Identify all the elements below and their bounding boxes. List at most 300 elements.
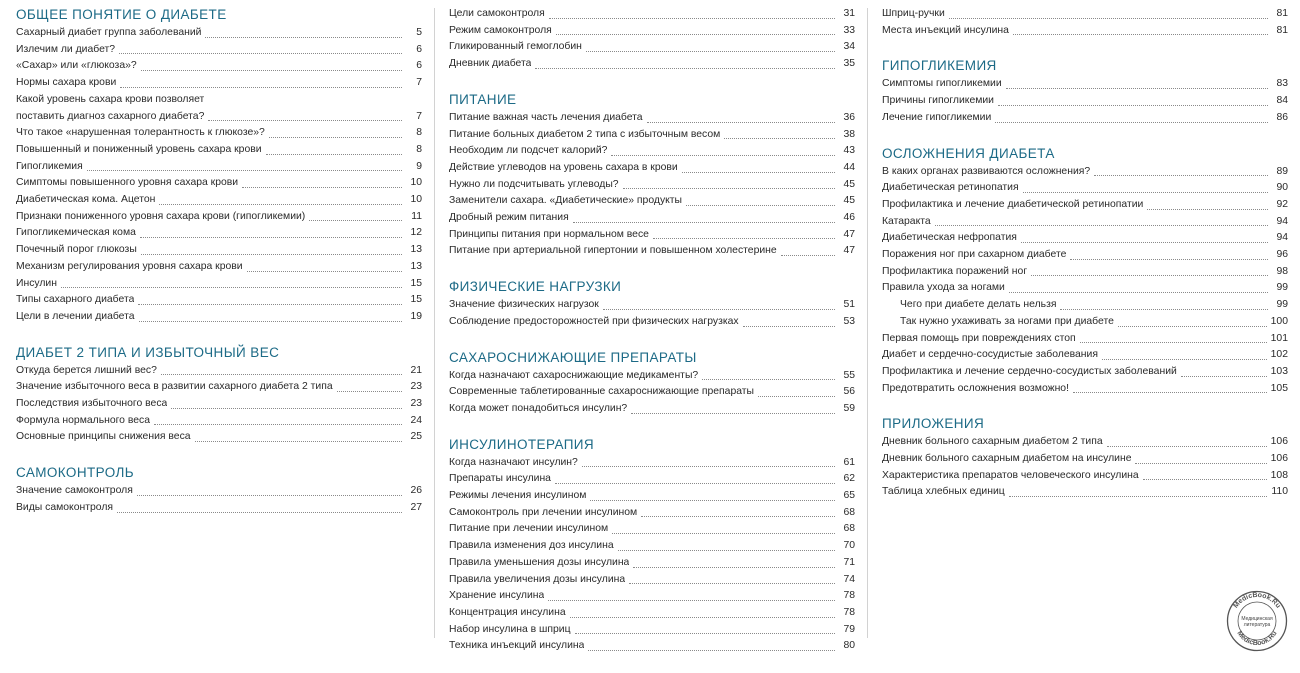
entry-title: Нужно ли подсчитывать углеводы?	[449, 178, 619, 190]
toc-entry[interactable]	[449, 538, 855, 555]
entry-title: Значение избыточного веса в развитии сахарного диабета 2 типа	[16, 381, 333, 393]
toc-entry[interactable]	[882, 280, 1288, 297]
page-number: 90	[1276, 182, 1288, 194]
toc-column-1	[16, 6, 422, 535]
entry-title: Какой уровень сахара крови позволяет	[16, 93, 205, 105]
dot-leader	[575, 632, 835, 634]
dot-leader	[586, 50, 835, 52]
entry-title: Действие углеводов на уровень сахара в крови	[449, 161, 678, 173]
page-number: 51	[843, 299, 855, 311]
dot-leader	[556, 33, 835, 35]
dot-leader	[1021, 241, 1268, 243]
dot-leader	[309, 219, 402, 221]
column-divider	[434, 8, 435, 638]
toc-column-3	[882, 6, 1288, 519]
entry-title: Когда может понадобиться инсулин?	[449, 402, 628, 414]
dot-leader	[1060, 308, 1268, 310]
section-title: ФИЗИЧЕСКИЕ НАГРУЗКИ	[449, 279, 622, 295]
toc-entry[interactable]	[882, 6, 1288, 23]
entry-title: Повышенный и пониженный уровень сахара крови	[16, 143, 262, 155]
page-number: 15	[410, 277, 422, 289]
toc-entry[interactable]	[16, 500, 422, 517]
toc-section	[882, 415, 1288, 501]
toc-entry[interactable]	[882, 484, 1288, 501]
entry-title: Сахарный диабет группа заболеваний	[16, 27, 202, 38]
page-number: 103	[1270, 365, 1288, 377]
toc-entry[interactable]	[16, 75, 422, 92]
page-number: 80	[843, 640, 855, 652]
toc-section	[16, 344, 422, 447]
page-number: 45	[843, 195, 855, 207]
dot-leader	[935, 224, 1268, 226]
toc-entry[interactable]	[449, 622, 855, 639]
page-number: 10	[410, 194, 422, 206]
toc-entry[interactable]	[16, 159, 422, 176]
dot-leader	[1135, 462, 1266, 464]
page-number: 55	[843, 369, 855, 381]
dot-leader	[266, 153, 402, 155]
dot-leader	[998, 104, 1268, 106]
toc-entry[interactable]	[882, 247, 1288, 264]
toc-section	[16, 464, 422, 516]
toc-section	[16, 6, 422, 326]
toc-entry[interactable]	[882, 297, 1288, 314]
dot-leader	[612, 532, 835, 534]
page-number: 21	[410, 364, 422, 376]
page-number: 101	[1270, 332, 1288, 344]
page-number: 59	[843, 402, 855, 414]
dot-leader	[603, 308, 835, 310]
toc-entry[interactable]	[16, 396, 422, 413]
page-number: 11	[411, 210, 422, 222]
toc-entry[interactable]	[882, 164, 1288, 181]
section-title: ПИТАНИЕ	[449, 91, 517, 107]
page-number: 27	[410, 501, 422, 513]
entry-title: Диабетическая ретинопатия	[882, 182, 1019, 194]
page-number: 26	[410, 485, 422, 497]
toc-entry[interactable]	[449, 455, 855, 472]
toc-entry[interactable]	[16, 259, 422, 276]
entry-title: Питание больных диабетом 2 типа с избыточным весом	[449, 128, 721, 140]
page-number: 71	[843, 556, 855, 568]
stamp-center-line-1: Медицинская	[1241, 616, 1273, 622]
page-number: 84	[1276, 95, 1288, 107]
entry-title: Препараты инсулина	[449, 473, 551, 485]
dot-leader	[633, 566, 835, 568]
page-number: 108	[1270, 469, 1288, 481]
entry-title: Лечение гипогликемии	[882, 111, 992, 123]
page-number: 8	[416, 127, 422, 139]
toc-entry[interactable]	[449, 210, 855, 227]
toc-entry[interactable]	[16, 429, 422, 446]
dot-leader	[588, 649, 835, 651]
toc-entry[interactable]	[16, 225, 422, 242]
page-number: 106	[1270, 453, 1288, 465]
toc-entry[interactable]	[449, 638, 855, 655]
dot-leader	[1147, 208, 1268, 210]
entry-title: Цели самоконтроля	[449, 8, 545, 19]
dot-leader	[61, 286, 402, 288]
toc-entry[interactable]	[16, 276, 422, 293]
toc-entry[interactable]	[449, 521, 855, 538]
entry-title: Таблица хлебных единиц	[882, 486, 1005, 498]
dot-leader	[117, 511, 402, 513]
entry-title: Откуда берется лишний вес?	[16, 364, 157, 376]
entry-title: Гипогликемия	[16, 160, 83, 172]
page-number: 78	[843, 606, 855, 618]
toc-section	[449, 278, 855, 330]
toc-entry[interactable]	[882, 434, 1288, 451]
page-number: 5	[416, 27, 422, 38]
toc-entry[interactable]	[882, 314, 1288, 331]
toc-entry[interactable]	[882, 230, 1288, 247]
entry-title: Когда назначают инсулин?	[449, 456, 578, 468]
stamp-ring-text-top: MedicBook.Ru	[1232, 591, 1282, 610]
dot-leader	[208, 119, 402, 121]
dot-leader	[137, 494, 402, 496]
dot-leader	[1181, 375, 1267, 377]
toc-section	[449, 6, 855, 73]
entry-title: Что такое «нарушенная толерантность к глюкозе»?	[16, 127, 265, 139]
section-title: ДИАБЕТ 2 ТИПА И ИЗБЫТОЧНЫЙ ВЕС	[16, 344, 280, 360]
dot-leader	[631, 412, 835, 414]
toc-entry[interactable]	[16, 483, 422, 500]
dot-leader	[1080, 341, 1267, 343]
page-number: 47	[843, 228, 855, 240]
dot-leader	[159, 203, 402, 205]
dot-leader	[641, 515, 835, 517]
page-number: 81	[1276, 24, 1288, 36]
page-number: 105	[1270, 382, 1288, 394]
dot-leader	[205, 36, 402, 38]
page-number: 47	[843, 245, 855, 257]
toc-entry[interactable]	[449, 56, 855, 73]
toc-entry[interactable]	[882, 347, 1288, 364]
toc-entry[interactable]	[16, 109, 422, 126]
entry-title: Дробный режим питания	[449, 212, 569, 224]
dot-leader	[949, 17, 1268, 19]
page-number: 24	[410, 414, 422, 426]
entry-title: Первая помощь при повреждениях стоп	[882, 332, 1076, 344]
entry-title: Чего при диабете делать нельзя	[900, 299, 1057, 311]
dot-leader	[781, 254, 835, 256]
dot-leader	[758, 395, 835, 397]
entry-title: Правила ухода за ногами	[882, 282, 1005, 294]
entry-title: Самоконтроль при лечении инсулином	[449, 506, 638, 518]
toc-entry[interactable]	[449, 505, 855, 522]
toc-entry[interactable]	[882, 93, 1288, 110]
toc-entry[interactable]	[16, 379, 422, 396]
toc-entry[interactable]	[449, 127, 855, 144]
dot-leader	[171, 407, 402, 409]
entry-title: Диабет и сердечно-сосудистые заболевания	[882, 349, 1098, 361]
dot-leader	[119, 52, 402, 54]
entry-title: Питание важная часть лечения диабета	[449, 111, 643, 123]
toc-entry[interactable]	[449, 177, 855, 194]
entry-title: В каких органах развиваются осложнения?	[882, 165, 1091, 177]
dot-leader	[1009, 495, 1268, 497]
dot-leader	[120, 86, 402, 88]
page-number: 7	[416, 77, 422, 89]
entry-title: Нормы сахара крови	[16, 77, 117, 89]
entry-title: Профилактика и лечение сердечно-сосудистых заболеваний	[882, 365, 1177, 377]
entry-title: Соблюдение предосторожностей при физических нагрузках	[449, 315, 739, 327]
toc-section	[449, 436, 855, 655]
dot-leader	[549, 17, 835, 19]
dot-leader	[702, 378, 835, 380]
column-divider	[867, 8, 868, 638]
page-number: 19	[410, 310, 422, 322]
page-number: 68	[843, 523, 855, 535]
page-number: 31	[843, 8, 855, 19]
entry-title: Почечный порог глюкозы	[16, 244, 137, 256]
toc-entry[interactable]	[449, 401, 855, 418]
entry-title: Дневник больного сахарным диабетом на инсулине	[882, 453, 1132, 465]
toc-section	[882, 145, 1288, 398]
toc-entry[interactable]	[449, 488, 855, 505]
dot-leader	[195, 440, 402, 442]
page-number: 43	[843, 145, 855, 157]
dot-leader	[1107, 445, 1267, 447]
toc-column-2	[449, 6, 855, 673]
entry-title: Питание при лечении инсулином	[449, 523, 609, 535]
toc-entry[interactable]	[882, 264, 1288, 281]
toc-entry[interactable]	[882, 381, 1288, 398]
entry-title: «Сахар» или «глюкоза»?	[16, 60, 137, 72]
toc-entry[interactable]	[16, 58, 422, 75]
dot-leader	[1094, 174, 1268, 176]
toc-entry[interactable]	[449, 384, 855, 401]
dot-leader	[682, 171, 835, 173]
dot-leader	[1070, 258, 1268, 260]
entry-title: Так нужно ухаживать за ногами при диабете	[900, 315, 1114, 327]
toc-section	[449, 349, 855, 418]
page-number: 68	[843, 506, 855, 518]
dot-leader	[1143, 478, 1267, 480]
page-number: 46	[843, 212, 855, 224]
toc-entry[interactable]	[882, 451, 1288, 468]
section-title: ИНСУЛИНОТЕРАПИЯ	[449, 436, 595, 452]
dot-leader	[724, 137, 835, 139]
stamp-center-line-2: литература	[1243, 622, 1271, 628]
toc-entry[interactable]	[449, 588, 855, 605]
toc-entry[interactable]	[16, 292, 422, 309]
page-number: 13	[410, 260, 422, 272]
dot-leader	[1009, 291, 1268, 293]
toc-entry[interactable]	[882, 214, 1288, 231]
toc-section	[882, 6, 1288, 39]
page-number: 45	[843, 178, 855, 190]
toc-entry[interactable]	[449, 243, 855, 260]
entry-title: Типы сахарного диабета	[16, 294, 135, 306]
toc-entry[interactable]	[449, 314, 855, 331]
entry-title: Необходим ли подсчет калорий?	[449, 145, 608, 157]
page-number: 102	[1270, 349, 1288, 361]
page-number: 110	[1271, 486, 1288, 498]
toc-entry[interactable]	[449, 160, 855, 177]
toc-entry[interactable]	[882, 468, 1288, 485]
dot-leader	[269, 136, 402, 138]
toc-entry[interactable]	[882, 197, 1288, 214]
page-number: 6	[416, 60, 422, 72]
section-title: ПРИЛОЖЕНИЯ	[882, 416, 985, 432]
entry-title: Поражения ног при сахарном диабете	[882, 249, 1067, 261]
entry-title: Заменители сахара. «Диабетические» продукты	[449, 195, 683, 207]
page-number: 65	[843, 490, 855, 502]
dot-leader	[87, 169, 402, 171]
entry-title: Инсулин	[16, 277, 57, 289]
toc-entry[interactable]	[449, 572, 855, 589]
dot-leader	[629, 582, 835, 584]
page-number: 15	[410, 294, 422, 306]
entry-title: Профилактика и лечение диабетической ретинопатии	[882, 198, 1144, 210]
toc-entry[interactable]	[16, 309, 422, 326]
toc-entry[interactable]	[449, 368, 855, 385]
entry-title: Излечим ли диабет?	[16, 43, 116, 55]
page-number: 74	[843, 573, 855, 585]
dot-leader	[743, 325, 835, 327]
toc-entry[interactable]	[449, 605, 855, 622]
entry-title: Когда назначают сахароснижающие медикаменты?	[449, 369, 699, 381]
section-title: САМОКОНТРОЛЬ	[16, 465, 134, 481]
toc-entry[interactable]	[16, 42, 422, 59]
page-number: 23	[410, 398, 422, 410]
entry-title: Виды самоконтроля	[16, 501, 114, 513]
entry-title: Принципы питания при нормальном весе	[449, 228, 649, 240]
toc-entry[interactable]	[449, 471, 855, 488]
entry-title: Значение самоконтроля	[16, 485, 133, 497]
page-number: 44	[843, 161, 855, 173]
dot-leader	[1102, 358, 1267, 360]
page-number: 8	[416, 143, 422, 155]
page-number: 92	[1276, 198, 1288, 210]
page-number: 34	[843, 41, 855, 53]
page-number: 23	[410, 381, 422, 393]
page-number: 98	[1276, 265, 1288, 277]
toc-entry[interactable]	[16, 125, 422, 142]
entry-title: Профилактика поражений ног	[882, 265, 1028, 277]
page-number: 25	[410, 431, 422, 443]
page-number: 70	[843, 540, 855, 552]
dot-leader	[653, 237, 835, 239]
entry-title: Формула нормального веса	[16, 414, 151, 426]
page-number: 94	[1276, 232, 1288, 244]
entry-title: Правила увеличения дозы инсулина	[449, 573, 626, 585]
toc-entry[interactable]	[16, 209, 422, 226]
page-number: 35	[843, 58, 855, 70]
dot-leader	[1013, 33, 1268, 35]
dot-leader	[1023, 191, 1268, 193]
section-title: ГИПОГЛИКЕМИЯ	[882, 58, 997, 74]
dot-leader	[141, 69, 402, 71]
page-number: 36	[843, 111, 855, 123]
entry-title: Последствия избыточного веса	[16, 398, 168, 410]
entry-title: Техника инъекций инсулина	[449, 640, 585, 652]
page-number: 99	[1276, 299, 1288, 311]
dot-leader	[161, 373, 402, 375]
entry-title: Правила изменения доз инсулина	[449, 540, 614, 552]
dot-leader	[618, 549, 835, 551]
entry-title: Режимы лечения инсулином	[449, 490, 587, 502]
dot-leader	[995, 121, 1268, 123]
dot-leader	[242, 186, 402, 188]
page-number: 38	[843, 128, 855, 140]
toc-section	[449, 91, 855, 260]
entry-title: Хранение инсулина	[449, 590, 545, 602]
toc-entry[interactable]	[449, 6, 855, 23]
dot-leader	[623, 187, 835, 189]
toc-entry[interactable]	[16, 142, 422, 159]
toc-entry[interactable]	[449, 23, 855, 40]
toc-entry[interactable]	[16, 363, 422, 380]
toc-entry[interactable]	[16, 413, 422, 430]
page-number: 62	[843, 473, 855, 485]
toc-entry[interactable]	[16, 192, 422, 209]
dot-leader	[590, 499, 835, 501]
dot-leader	[141, 253, 402, 255]
toc-entry[interactable]	[16, 25, 422, 42]
page-number: 9	[416, 160, 422, 172]
entry-title: Режим самоконтроля	[449, 24, 552, 36]
toc-entry[interactable]	[882, 23, 1288, 40]
entry-title: Симптомы повышенного уровня сахара крови	[16, 177, 239, 189]
toc-entry[interactable]	[882, 364, 1288, 381]
page-number: 86	[1276, 111, 1288, 123]
toc-entry[interactable]	[882, 76, 1288, 93]
page-number: 94	[1276, 215, 1288, 227]
page-number: 33	[843, 24, 855, 36]
dot-leader	[247, 270, 402, 272]
entry-title: Основные принципы снижения веса	[16, 431, 191, 443]
publisher-stamp-logo	[1226, 590, 1288, 652]
page-number: 56	[843, 386, 855, 398]
toc-entry[interactable]	[449, 39, 855, 56]
entry-title: Концентрация инсулина	[449, 606, 566, 618]
page-number: 6	[416, 43, 422, 55]
toc-entry[interactable]	[449, 193, 855, 210]
toc-entry[interactable]	[882, 331, 1288, 348]
entry-title: Цели в лечении диабета	[16, 310, 135, 322]
toc-entry[interactable]	[449, 143, 855, 160]
toc-entry[interactable]	[16, 175, 422, 192]
entry-title: Правила уменьшения дозы инсулина	[449, 556, 630, 568]
entry-title: Причины гипогликемии	[882, 95, 994, 107]
page-number: 83	[1276, 78, 1288, 90]
page-number: 53	[843, 315, 855, 327]
toc-entry[interactable]	[882, 110, 1288, 127]
page-number: 61	[843, 456, 855, 468]
toc-entry[interactable]	[449, 297, 855, 314]
toc-entry[interactable]	[449, 555, 855, 572]
page-number: 10	[410, 177, 422, 189]
dot-leader	[611, 154, 835, 156]
entry-title: Дневник больного сахарным диабетом 2 типа	[882, 436, 1103, 448]
toc-entry[interactable]	[882, 180, 1288, 197]
dot-leader	[1073, 391, 1267, 393]
entry-title: Симптомы гипогликемии	[882, 78, 1002, 90]
entry-title: Механизм регулирования уровня сахара крови	[16, 260, 243, 272]
dot-leader	[1006, 87, 1268, 89]
toc-entry[interactable]	[449, 110, 855, 127]
page-number: 13	[410, 244, 422, 256]
toc-entry[interactable]	[449, 227, 855, 244]
entry-title: Предотвратить осложнения возможно!	[882, 382, 1069, 394]
page-number: 106	[1270, 436, 1288, 448]
toc-entry[interactable]	[16, 242, 422, 259]
page-number: 12	[410, 227, 422, 239]
section-title: ОСЛОЖНЕНИЯ ДИАБЕТА	[882, 145, 1055, 161]
toc-entry[interactable]	[16, 92, 422, 109]
